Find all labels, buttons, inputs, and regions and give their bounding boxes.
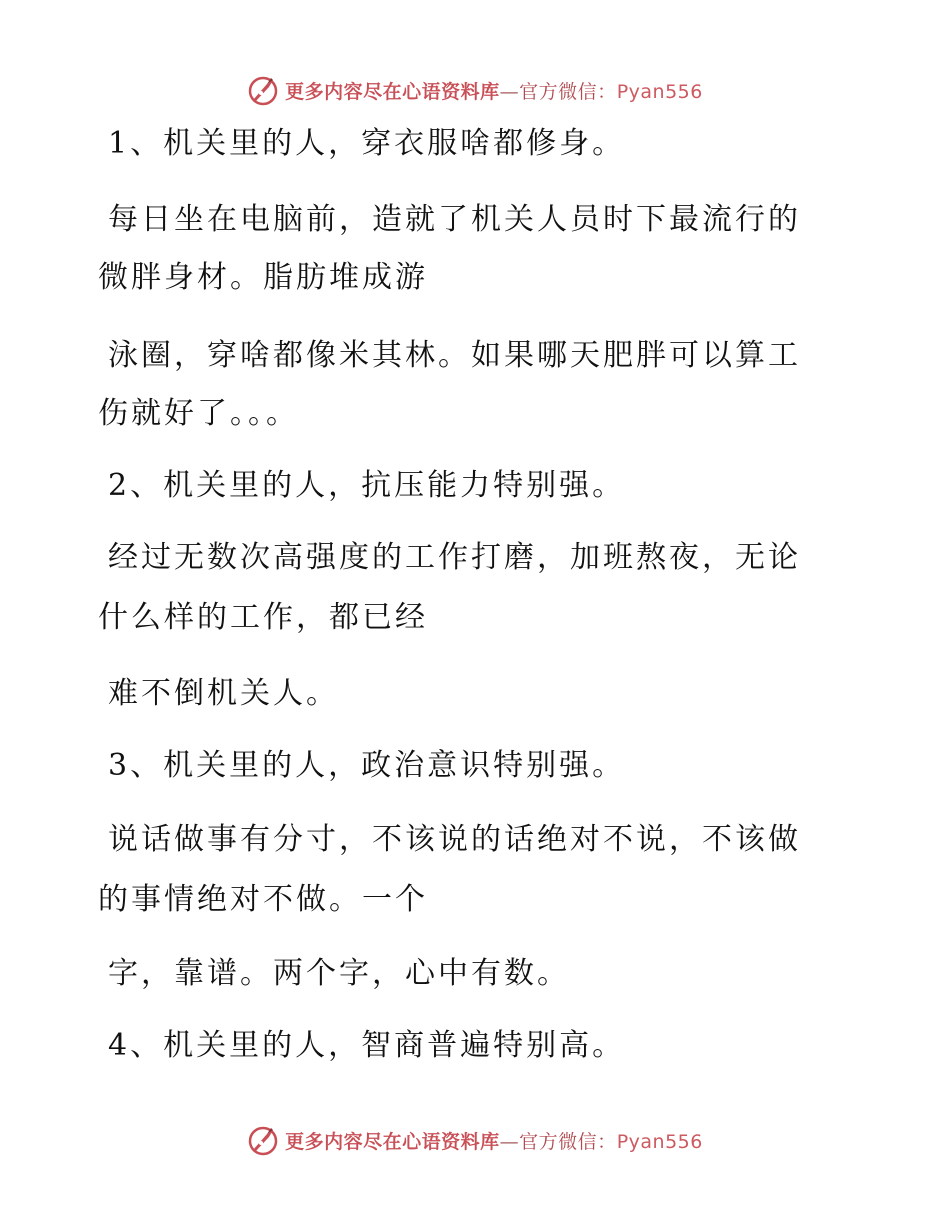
footer-brand: 更多内容尽在心语资料库 (285, 1130, 500, 1153)
pen-nib-logo-icon (247, 74, 279, 106)
page-header (0, 70, 950, 110)
header-banner (247, 74, 703, 106)
header-wechat-label: 官方微信： (519, 80, 617, 103)
paragraph-line-1: 1、机关里的人，穿衣服啥都修身。 (108, 126, 626, 161)
paragraph-line-8: 什么样的工作，都已经 (98, 600, 428, 635)
pen-nib-logo-icon (247, 1124, 279, 1156)
paragraph-line-14: 4、机关里的人，智商普遍特别高。 (108, 1028, 626, 1063)
page-footer (0, 1120, 950, 1160)
footer-wechat-label: 官方微信： (519, 1130, 617, 1153)
header-brand: 更多内容尽在心语资料库 (285, 80, 500, 103)
footer-dash: — (499, 1130, 520, 1153)
header-dash: — (499, 80, 520, 103)
paragraph-line-9: 难不倒机关人。 (108, 676, 339, 711)
footer-banner (247, 1124, 703, 1156)
header-banner-text (285, 77, 703, 104)
footer-banner-text (285, 1127, 703, 1154)
paragraph-line-7: 经过无数次高强度的工作打磨，加班熬夜，无论 (108, 540, 801, 575)
header-wechat-id: Pyan556 (616, 80, 703, 103)
paragraph-line-10: 3、机关里的人，政治意识特别强。 (108, 748, 626, 783)
paragraph-line-12: 的事情绝对不做。一个 (98, 882, 428, 917)
footer-wechat-id: Pyan556 (616, 1130, 703, 1153)
paragraph-line-13: 字，靠谱。两个字，心中有数。 (108, 956, 570, 991)
paragraph-line-2: 每日坐在电脑前，造就了机关人员时下最流行的 (108, 202, 801, 237)
paragraph-line-5: 伤就好了。。。 (98, 396, 299, 431)
paragraph-line-4: 泳圈，穿啥都像米其林。如果哪天肥胖可以算工 (108, 338, 801, 373)
paragraph-line-3: 微胖身材。脂肪堆成游 (98, 260, 428, 295)
paragraph-line-6: 2、机关里的人，抗压能力特别强。 (108, 468, 626, 503)
paragraph-line-11: 说话做事有分寸，不该说的话绝对不说，不该做 (108, 822, 801, 857)
